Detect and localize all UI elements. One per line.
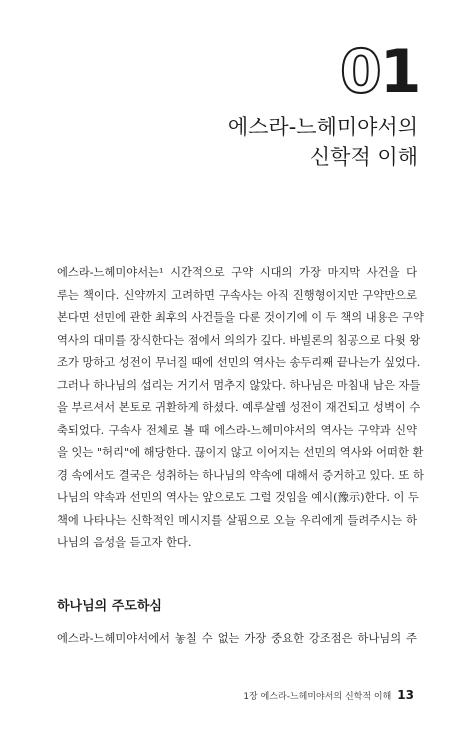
chapter-title-line-2: 신학적 이해 <box>309 145 418 169</box>
chapter-number-digit: 1 <box>379 37 420 107</box>
paragraph-line: 본다면 선민에 관한 최후의 사건들을 다룬 것이기에 이 두 책의 내용은 구약 <box>57 311 424 324</box>
paragraph-line: 경 속에서도 결국은 성취하는 하나님의 약속에 대해서 증거하고 있다. 또 하 <box>57 468 424 482</box>
section-first-line: 에스라-느헤미야서에서 놓칠 수 없는 가장 중요한 강조점은 하나님의 주 <box>57 632 417 645</box>
paragraph-line: 을 부르셔서 본토로 귀환하게 하셨다. 예루살렘 성전이 재건되고 성벽이 수 <box>57 401 421 414</box>
paragraph-line: 그러나 하나님의 섭리는 거기서 멈추지 않았다. 하나님은 마침내 남은 자들 <box>57 378 421 392</box>
paragraph-line: 에스라-느헤미야서는¹ 시간적으로 구약 시대의 가장 마지막 사건을 다 <box>57 266 417 279</box>
intro-paragraph <box>57 262 424 555</box>
chapter-title-line-1: 에스라-느헤미야서의 <box>227 115 418 139</box>
paragraph-line: 나님의 약속과 선민의 역사는 앞으로도 그럴 것임을 예시(豫示)한다. 이 두 <box>57 491 419 504</box>
page-number: 13 <box>397 688 414 702</box>
running-head: 1장 에스라-느헤미야서의 신학적 이해 <box>243 692 392 702</box>
paragraph-line: 조가 망하고 성전이 무너질 때에 선민의 역사는 송두리째 끝나는가 싶었다. <box>57 356 421 369</box>
paragraph-line: 역사의 대미를 장식한다는 점에서 의의가 깊다. 바빌론의 침공으로 다윗 왕 <box>57 333 421 347</box>
chapter-number <box>340 37 420 107</box>
paragraph-line: 루는 책이다. 신약까지 고려하면 구속사는 아직 진행형이지만 구약만으로 <box>57 288 417 302</box>
section-heading: 하나님의 주도하심 <box>57 599 162 614</box>
chapter-title <box>228 112 418 172</box>
paragraph-line: 을 잇는 "허리"에 해당한다. 끊이지 않고 이어지는 선민의 역사와 어떠한 환 <box>57 446 424 459</box>
paragraph-line: 나님의 음성을 듣고자 한다. <box>57 536 192 549</box>
paragraph-line: 책에 나타나는 신학적인 메시지를 살핌으로 오늘 우리에게 들려주시는 하 <box>57 513 417 527</box>
page-footer <box>243 688 414 702</box>
paragraph-line: 축되었다. 구속사 전체로 볼 때 에스라-느헤미야서의 역사는 구약과 신약 <box>57 423 417 437</box>
chapter-number-digit: 0 <box>340 37 380 107</box>
